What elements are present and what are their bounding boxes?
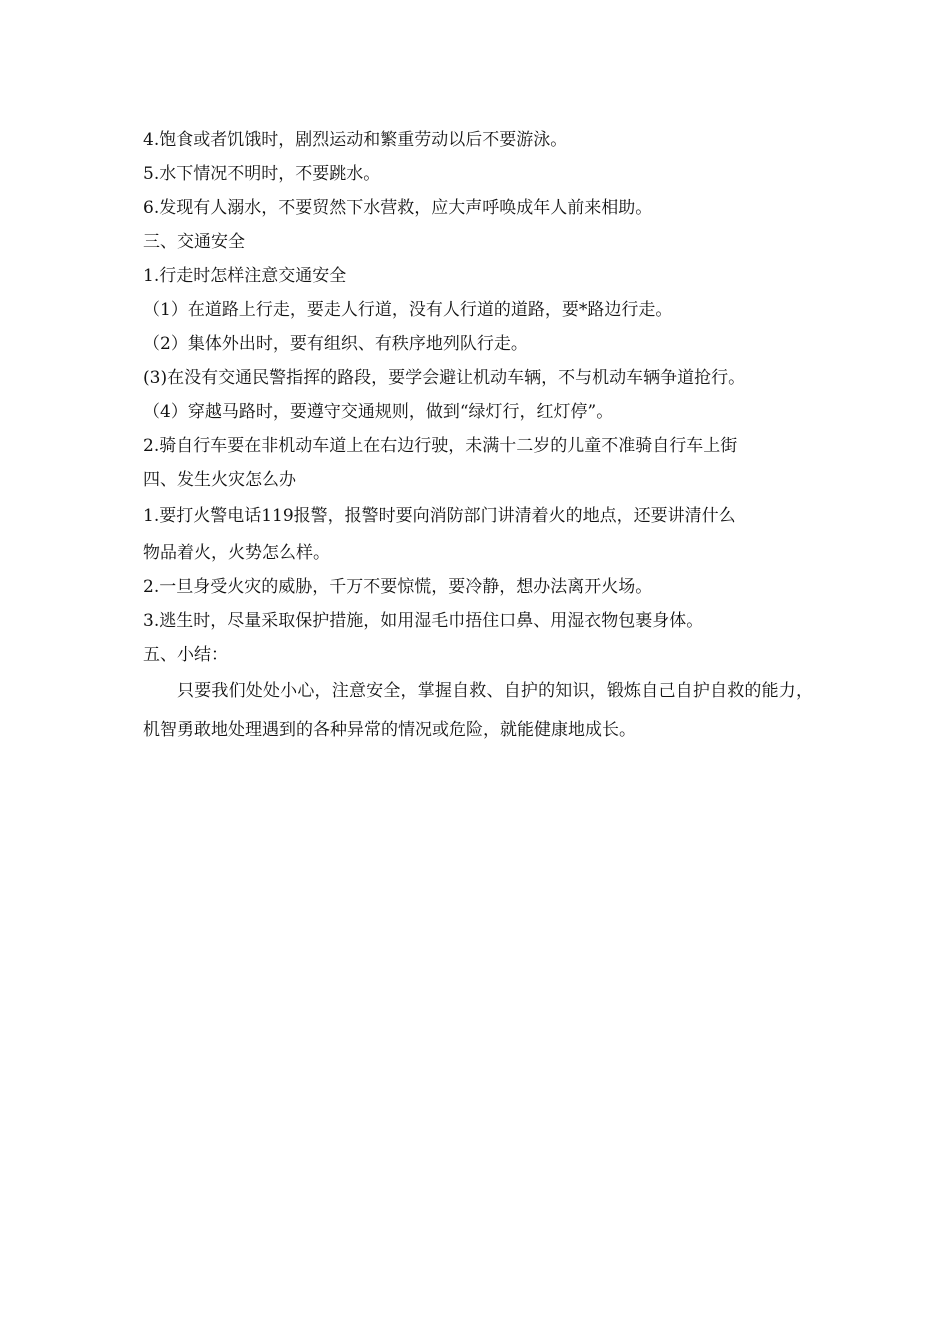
list-item-walking-1: （1）在道路上行走，要走人行道，没有人行道的道路，要*路边行走。 — [143, 300, 673, 320]
section-heading-traffic: 三、交通安全 — [143, 232, 245, 252]
list-item-bicycle: 2.骑自行车要在非机动车道上在右边行驶，未满十二岁的儿童不准骑自行车上街 — [143, 436, 738, 456]
section-heading-fire: 四、发生火灾怎么办 — [143, 470, 296, 490]
list-item-fire-1-cont: 物品着火，火势怎么样。 — [143, 543, 330, 563]
summary-paragraph: 只要我们处处小心，注意安全，掌握自救、自护的知识，锻炼自己自护自救的能力，机智勇敢地处理遇到的各种异常的情况或危险，就能健康地成长。 — [143, 681, 813, 740]
document-body — [143, 123, 813, 750]
subheading-walking: 1.行走时怎样注意交通安全 — [143, 266, 347, 286]
list-item-walking-2: （2）集体外出时，要有组织、有秩序地列队行走。 — [143, 334, 528, 354]
list-item-walking-3: (3)在没有交通民警指挥的路段，要学会避让机动车辆，不与机动车辆争道抢行。 — [143, 368, 746, 388]
list-item-fire-3: 3.逃生时，尽量采取保护措施，如用湿毛巾捂住口鼻、用湿衣物包裹身体。 — [143, 611, 704, 631]
section-heading-summary: 五、小结： — [143, 645, 228, 665]
list-item-swim-5: 5.水下情况不明时，不要跳水。 — [143, 164, 381, 184]
list-item-walking-4: （4）穿越马路时，要遵守交通规则，做到“绿灯行，红灯停”。 — [143, 402, 614, 422]
list-item-fire-2: 2.一旦身受火灾的威胁，千万不要惊慌，要冷静，想办法离开火场。 — [143, 577, 653, 597]
list-item-swim-4: 4.饱食或者饥饿时，剧烈运动和繁重劳动以后不要游泳。 — [143, 130, 568, 150]
list-item-swim-6: 6.发现有人溺水，不要贸然下水营救，应大声呼唤成年人前来相助。 — [143, 198, 653, 218]
list-item-fire-1: 1.要打火警电话119报警，报警时要向消防部门讲清着火的地点，还要讲清什么 — [143, 506, 736, 526]
